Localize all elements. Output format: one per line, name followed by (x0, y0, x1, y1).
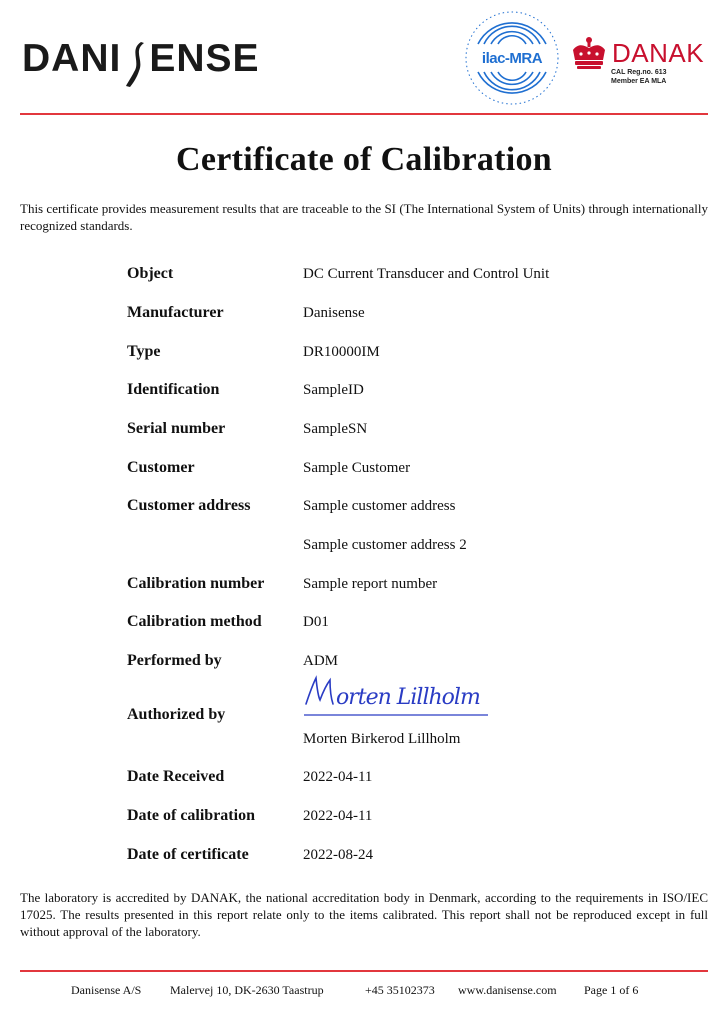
field-value-customer-address-2: Sample customer address 2 (303, 537, 467, 553)
footer-company: Danisense A/S (71, 983, 142, 997)
danak-registration: CAL Reg.no. 613 (611, 69, 667, 76)
field-label-customer: Customer (127, 459, 195, 476)
field-value-performed-by: ADM (303, 653, 339, 669)
field-label-date-of-certificate: Date of certificate (127, 846, 249, 863)
header-divider (20, 113, 708, 115)
field-value-serial-number: SampleSN (303, 421, 368, 437)
accreditation-paragraph: The laboratory is accredited by DANAK, the national accreditation body in Denmark, according to the requirements in ISO/IEC 17025. The results presented in this report relate only to the items calibrated. This report shall not be reproduced except in full without approval of the laboratory. (20, 890, 708, 939)
footer-address: Malervej 10, DK-2630 Taastrup (170, 983, 324, 997)
field-value-object: DC Current Transducer and Control Unit (303, 266, 550, 282)
field-value-calibration-number: Sample report number (303, 576, 438, 592)
field-value-manufacturer: Danisense (303, 305, 365, 321)
field-label-object: Object (127, 265, 174, 282)
field-value-identification: SampleID (303, 382, 364, 398)
footer-page-number: Page 1 of 6 (584, 983, 639, 997)
danak-crown-icon (570, 36, 608, 70)
field-value-calibration-method: D01 (303, 614, 329, 630)
logo-s-swoosh-icon (125, 40, 145, 88)
field-value-date-received: 2022-04-11 (303, 769, 373, 785)
field-label-serial-number: Serial number (127, 420, 226, 437)
field-label-authorized-by: Authorized by (127, 706, 226, 723)
field-label-date-of-calibration: Date of calibration (127, 807, 255, 824)
field-label-calibration-number: Calibration number (127, 575, 265, 592)
logo-text-right: ENSE (149, 36, 260, 80)
field-value-customer: Sample Customer (303, 460, 411, 476)
signature-text: orten Lillholm (336, 685, 480, 710)
certificate-title: Certificate of Calibration (175, 141, 553, 178)
field-value-customer-address: Sample customer address (303, 498, 456, 514)
footer-website-link[interactable]: www.danisense.com (458, 983, 557, 997)
danak-membership: Member EA MLA (611, 78, 667, 85)
field-label-customer-address: Customer address (127, 497, 251, 514)
handwritten-signature (302, 674, 492, 720)
footer-phone: +45 35102373 (365, 983, 435, 997)
field-label-calibration-method: Calibration method (127, 613, 262, 630)
ilac-mra-text: ilac-MRA (481, 50, 543, 67)
danak-wordmark: DANAK (612, 38, 705, 68)
field-value-date-of-certificate: 2022-08-24 (303, 847, 373, 863)
intro-paragraph: This certificate provides measurement results that are traceable to the SI (The International System of Units) through internationally recognized standards. (20, 201, 708, 233)
field-label-identification: Identification (127, 381, 220, 398)
footer-divider (20, 970, 708, 972)
field-label-date-received: Date Received (127, 768, 225, 785)
ilac-mra-seal (464, 10, 560, 106)
field-value-date-of-calibration: 2022-04-11 (303, 808, 373, 824)
field-label-manufacturer: Manufacturer (127, 304, 224, 321)
logo-text-left: DANI (22, 36, 122, 80)
field-label-performed-by: Performed by (127, 652, 222, 669)
danisense-logo (22, 34, 260, 82)
field-label-type: Type (127, 343, 161, 360)
field-value-authorized-by: Morten Birkerod Lillholm (303, 731, 461, 747)
field-value-type: DR10000IM (303, 344, 380, 360)
